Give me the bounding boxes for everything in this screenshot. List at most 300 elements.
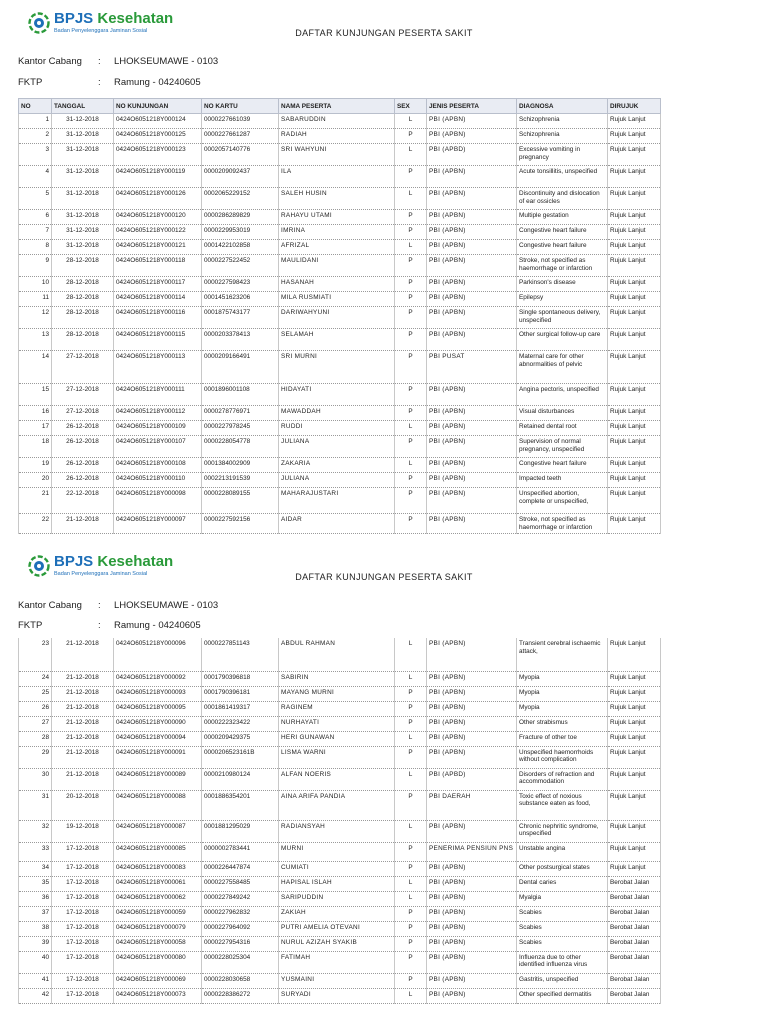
cell-diagnosa: Unspecified haemorrhoids without complication [517, 746, 608, 768]
cell-sex: P [395, 842, 427, 861]
table-row [19, 686, 661, 701]
cell-sex: P [395, 329, 427, 351]
cell-diagnosa: Congestive heart failure [517, 240, 608, 255]
cell-nama-peserta: FATIMAH [279, 951, 395, 973]
table-row [19, 144, 661, 166]
column-header-no: NO [19, 99, 52, 114]
cell-jenis-peserta: PBI (APBN) [427, 731, 517, 746]
logo-subtitle: Badan Penyelenggara Jaminan Sosial [54, 28, 148, 34]
cell-diagnosa: Fracture of other toe [517, 731, 608, 746]
cell-sex: P [395, 514, 427, 534]
report-page-2 [0, 548, 768, 1024]
cell-sex: P [395, 906, 427, 921]
cell-no-kartu: 0000227964092 [202, 921, 279, 936]
cell-jenis-peserta: PBI (APBN) [427, 671, 517, 686]
cell-no-kartu: 0000278776971 [202, 406, 279, 421]
cell-tanggal: 27-12-2018 [52, 406, 114, 421]
cell-tanggal: 21-12-2018 [52, 638, 114, 671]
cell-diagnosa: Myopia [517, 701, 608, 716]
cell-nama-peserta: HIDAYATI [279, 384, 395, 406]
cell-no-kartu: 0000228054778 [202, 436, 279, 458]
cell-no: 1 [19, 114, 52, 129]
cell-dirujuk: Berobat Jalan [608, 988, 661, 1003]
cell-diagnosa: Myopia [517, 686, 608, 701]
cell-dirujuk: Rujuk Lanjut [608, 458, 661, 473]
cell-jenis-peserta: PBI (APBN) [427, 421, 517, 436]
cell-diagnosa: Multiple gestation [517, 210, 608, 225]
table-body [19, 114, 661, 534]
cell-jenis-peserta: PBI DAERAH [427, 790, 517, 820]
cell-tanggal: 21-12-2018 [52, 701, 114, 716]
cell-nama-peserta: MAULIDANI [279, 255, 395, 277]
cell-no: 17 [19, 421, 52, 436]
logo-wordmark: BPJS Kesehatan [54, 10, 174, 27]
cell-sex: L [395, 876, 427, 891]
cell-diagnosa: Toxic effect of noxious substance eaten as food, [517, 790, 608, 820]
fktp-row: FKTP : Ramung - 04240605 [18, 620, 201, 631]
cell-jenis-peserta: PBI (APBD) [427, 144, 517, 166]
cell-no-kartu: 0000228089155 [202, 488, 279, 514]
cell-tanggal: 26-12-2018 [52, 473, 114, 488]
cell-sex: P [395, 129, 427, 144]
cell-nama-peserta: RAHAYU UTAMI [279, 210, 395, 225]
cell-sex: P [395, 307, 427, 329]
column-header-no-kartu: NO KARTU [202, 99, 279, 114]
cell-no-kartu: 0000222323422 [202, 716, 279, 731]
table-row [19, 406, 661, 421]
cell-no-kunjungan: 0424O6051218Y000062 [114, 891, 202, 906]
cell-no-kartu: 0000227558485 [202, 876, 279, 891]
cell-no-kunjungan: 0424O6051218Y000119 [114, 166, 202, 188]
cell-no: 7 [19, 225, 52, 240]
column-header-jenis-peserta: JENIS PESERTA [427, 99, 517, 114]
cell-no-kartu: 0000209092437 [202, 166, 279, 188]
cell-sex: L [395, 988, 427, 1003]
cell-no-kartu: 0001451623206 [202, 292, 279, 307]
cell-nama-peserta: NURHAYATI [279, 716, 395, 731]
cell-no-kartu: 0002057140776 [202, 144, 279, 166]
cell-diagnosa: Disorders of refraction and accommodation [517, 768, 608, 790]
cell-no-kunjungan: 0424O6051218Y000114 [114, 292, 202, 307]
cell-diagnosa: Visual disturbances [517, 406, 608, 421]
cell-sex: L [395, 421, 427, 436]
cell-no-kartu: 0000227661039 [202, 114, 279, 129]
cell-no-kartu: 0000227849242 [202, 891, 279, 906]
table-row [19, 936, 661, 951]
cell-dirujuk: Rujuk Lanjut [608, 638, 661, 671]
cell-no-kunjungan: 0424O6051218Y000069 [114, 973, 202, 988]
cell-sex: L [395, 820, 427, 842]
table-row [19, 842, 661, 861]
cell-nama-peserta: ABDUL RAHMAN [279, 638, 395, 671]
cell-dirujuk: Berobat Jalan [608, 876, 661, 891]
cell-no-kartu: 0001875743177 [202, 307, 279, 329]
table-row [19, 790, 661, 820]
cell-no-kartu: 0000227962832 [202, 906, 279, 921]
cell-tanggal: 17-12-2018 [52, 921, 114, 936]
cell-no: 9 [19, 255, 52, 277]
cell-jenis-peserta: PBI (APBN) [427, 114, 517, 129]
column-header-diagnosa: DIAGNOSA [517, 99, 608, 114]
cell-jenis-peserta: PBI (APBN) [427, 951, 517, 973]
column-header-dirujuk: DIRUJUK [608, 99, 661, 114]
cell-no: 39 [19, 936, 52, 951]
table-row [19, 351, 661, 384]
cell-jenis-peserta: PBI (APBN) [427, 488, 517, 514]
cell-dirujuk: Rujuk Lanjut [608, 114, 661, 129]
cell-diagnosa: Maternal care for other abnormalities of pelvic [517, 351, 608, 384]
table-row [19, 329, 661, 351]
cell-no-kunjungan: 0424O6051218Y000122 [114, 225, 202, 240]
cell-no-kartu: 0000227522452 [202, 255, 279, 277]
cell-diagnosa: Supervision of normal pregnancy, unspecified [517, 436, 608, 458]
cell-dirujuk: Rujuk Lanjut [608, 277, 661, 292]
cell-diagnosa: Scabies [517, 921, 608, 936]
cell-sex: P [395, 225, 427, 240]
cell-nama-peserta: MAHARAJUSTARI [279, 488, 395, 514]
cell-diagnosa: Other surgical follow-up care [517, 329, 608, 351]
table-row [19, 514, 661, 534]
cell-tanggal: 31-12-2018 [52, 114, 114, 129]
cell-no-kunjungan: 0424O6051218Y000124 [114, 114, 202, 129]
cell-no-kunjungan: 0424O6051218Y000111 [114, 384, 202, 406]
cell-tanggal: 28-12-2018 [52, 277, 114, 292]
table-row [19, 906, 661, 921]
cell-no-kartu: 0000002783441 [202, 842, 279, 861]
cell-dirujuk: Rujuk Lanjut [608, 488, 661, 514]
cell-diagnosa: Stroke, not specified as haemorrhage or infarction [517, 514, 608, 534]
cell-jenis-peserta: PENERIMA PENSIUN PNS [427, 842, 517, 861]
cell-dirujuk: Rujuk Lanjut [608, 701, 661, 716]
cell-dirujuk: Rujuk Lanjut [608, 842, 661, 861]
cell-tanggal: 31-12-2018 [52, 210, 114, 225]
cell-dirujuk: Rujuk Lanjut [608, 861, 661, 876]
cell-no-kartu: 0000227851143 [202, 638, 279, 671]
cell-no: 22 [19, 514, 52, 534]
cell-dirujuk: Berobat Jalan [608, 973, 661, 988]
cell-tanggal: 27-12-2018 [52, 351, 114, 384]
cell-nama-peserta: HAPISAL ISLAH [279, 876, 395, 891]
cell-no-kunjungan: 0424O6051218Y000108 [114, 458, 202, 473]
cell-nama-peserta: ALFAN NOERIS [279, 768, 395, 790]
cell-dirujuk: Berobat Jalan [608, 906, 661, 921]
cell-jenis-peserta: PBI (APBN) [427, 458, 517, 473]
cell-no-kunjungan: 0424O6051218Y000126 [114, 188, 202, 210]
cell-jenis-peserta: PBI (APBN) [427, 307, 517, 329]
cell-diagnosa: Unspecified abortion, complete or unspecified, [517, 488, 608, 514]
cell-diagnosa: Stroke, not specified as haemorrhage or infarction [517, 255, 608, 277]
cell-no: 35 [19, 876, 52, 891]
cell-dirujuk: Berobat Jalan [608, 936, 661, 951]
cell-sex: L [395, 240, 427, 255]
table-row [19, 973, 661, 988]
cell-tanggal: 21-12-2018 [52, 746, 114, 768]
cell-no-kunjungan: 0424O6051218Y000113 [114, 351, 202, 384]
table-row [19, 731, 661, 746]
cell-sex: L [395, 188, 427, 210]
cell-jenis-peserta: PBI (APBN) [427, 329, 517, 351]
table-row [19, 716, 661, 731]
cell-no: 38 [19, 921, 52, 936]
cell-tanggal: 31-12-2018 [52, 129, 114, 144]
cell-no-kunjungan: 0424O6051218Y000058 [114, 936, 202, 951]
visits-table-continued [18, 638, 661, 1004]
cell-nama-peserta: MILA RUSMIATI [279, 292, 395, 307]
cell-dirujuk: Rujuk Lanjut [608, 210, 661, 225]
cell-diagnosa: Other strabismus [517, 716, 608, 731]
cell-nama-peserta: MURNI [279, 842, 395, 861]
cell-jenis-peserta: PBI (APBN) [427, 686, 517, 701]
cell-no-kunjungan: 0424O6051218Y000088 [114, 790, 202, 820]
cell-tanggal: 28-12-2018 [52, 255, 114, 277]
cell-dirujuk: Rujuk Lanjut [608, 716, 661, 731]
cell-no-kunjungan: 0424O6051218Y000095 [114, 701, 202, 716]
cell-sex: P [395, 701, 427, 716]
cell-jenis-peserta: PBI (APBN) [427, 292, 517, 307]
cell-tanggal: 31-12-2018 [52, 240, 114, 255]
cell-diagnosa: Single spontaneous delivery, unspecified [517, 307, 608, 329]
table-header [19, 99, 661, 114]
column-header-nama-peserta: NAMA PESERTA [279, 99, 395, 114]
cell-no-kunjungan: 0424O6051218Y000093 [114, 686, 202, 701]
cell-no-kartu: 0000227598423 [202, 277, 279, 292]
cell-diagnosa: Unstable angina [517, 842, 608, 861]
table-row [19, 384, 661, 406]
cell-no-kunjungan: 0424O6051218Y000098 [114, 488, 202, 514]
cell-jenis-peserta: PBI (APBN) [427, 384, 517, 406]
cell-no-kunjungan: 0424O6051218Y000094 [114, 731, 202, 746]
cell-diagnosa: Acute tonsillitis, unspecified [517, 166, 608, 188]
cell-no-kunjungan: 0424O6051218Y000107 [114, 436, 202, 458]
cell-no: 3 [19, 144, 52, 166]
cell-no-kunjungan: 0424O6051218Y000087 [114, 820, 202, 842]
cell-no-kartu: 0000228030658 [202, 973, 279, 988]
table-row [19, 746, 661, 768]
cell-diagnosa: Myalgia [517, 891, 608, 906]
cell-nama-peserta: RUDDI [279, 421, 395, 436]
cell-no-kunjungan: 0424O6051218Y000121 [114, 240, 202, 255]
cell-jenis-peserta: PBI (APBN) [427, 716, 517, 731]
cell-no-kunjungan: 0424O6051218Y000110 [114, 473, 202, 488]
table-row [19, 210, 661, 225]
table-row [19, 488, 661, 514]
cell-no-kunjungan: 0424O6051218Y000115 [114, 329, 202, 351]
table-row [19, 473, 661, 488]
cell-no-kartu: 0001422102858 [202, 240, 279, 255]
cell-no-kunjungan: 0424O6051218Y000097 [114, 514, 202, 534]
cell-dirujuk: Rujuk Lanjut [608, 351, 661, 384]
cell-tanggal: 26-12-2018 [52, 436, 114, 458]
cell-nama-peserta: SRI MURNI [279, 351, 395, 384]
cell-nama-peserta: ZAKIAH [279, 906, 395, 921]
cell-no-kartu: 0002213191539 [202, 473, 279, 488]
cell-diagnosa: Dental caries [517, 876, 608, 891]
cell-jenis-peserta: PBI (APBN) [427, 255, 517, 277]
cell-nama-peserta: NURUL AZIZAH SYAKIB [279, 936, 395, 951]
cell-no: 32 [19, 820, 52, 842]
table-row [19, 458, 661, 473]
cell-dirujuk: Rujuk Lanjut [608, 686, 661, 701]
cell-no: 6 [19, 210, 52, 225]
cell-dirujuk: Rujuk Lanjut [608, 473, 661, 488]
cell-nama-peserta: SABARUDDIN [279, 114, 395, 129]
cell-nama-peserta: SABIRIN [279, 671, 395, 686]
cell-sex: P [395, 436, 427, 458]
cell-dirujuk: Rujuk Lanjut [608, 671, 661, 686]
cell-jenis-peserta: PBI (APBN) [427, 406, 517, 421]
table-row [19, 701, 661, 716]
cell-jenis-peserta: PBI (APBN) [427, 188, 517, 210]
cell-nama-peserta: DARIWAHYUNI [279, 307, 395, 329]
cell-jenis-peserta: PBI PUSAT [427, 351, 517, 384]
cell-nama-peserta: ILA [279, 166, 395, 188]
cell-jenis-peserta: PBI (APBN) [427, 129, 517, 144]
table-row [19, 114, 661, 129]
cell-no-kartu: 0000228386272 [202, 988, 279, 1003]
cell-tanggal: 21-12-2018 [52, 731, 114, 746]
cell-diagnosa: Retained dental root [517, 421, 608, 436]
cell-sex: P [395, 351, 427, 384]
cell-dirujuk: Rujuk Lanjut [608, 384, 661, 406]
cell-jenis-peserta: PBI (APBN) [427, 638, 517, 671]
cell-dirujuk: Berobat Jalan [608, 951, 661, 973]
cell-nama-peserta: CUMIATI [279, 861, 395, 876]
cell-no: 28 [19, 731, 52, 746]
cell-nama-peserta: JULIANA [279, 473, 395, 488]
cell-sex: P [395, 973, 427, 988]
cell-dirujuk: Rujuk Lanjut [608, 768, 661, 790]
cell-tanggal: 27-12-2018 [52, 384, 114, 406]
cell-no: 37 [19, 906, 52, 921]
cell-dirujuk: Rujuk Lanjut [608, 746, 661, 768]
cell-nama-peserta: SALEH HUSIN [279, 188, 395, 210]
cell-tanggal: 31-12-2018 [52, 188, 114, 210]
cell-no: 5 [19, 188, 52, 210]
cell-nama-peserta: JULIANA [279, 436, 395, 458]
kantor-cabang-row: Kantor Cabang : LHOKSEUMAWE - 0103 [18, 56, 219, 67]
cell-diagnosa: Congestive heart failure [517, 458, 608, 473]
cell-no: 20 [19, 473, 52, 488]
cell-nama-peserta: HASANAH [279, 277, 395, 292]
cell-sex: L [395, 891, 427, 906]
table-row [19, 240, 661, 255]
cell-no: 12 [19, 307, 52, 329]
table-row [19, 671, 661, 686]
cell-sex: L [395, 144, 427, 166]
table-row [19, 876, 661, 891]
cell-no: 34 [19, 861, 52, 876]
cell-sex: P [395, 951, 427, 973]
cell-sex: L [395, 671, 427, 686]
cell-no: 27 [19, 716, 52, 731]
cell-sex: P [395, 921, 427, 936]
table-row [19, 277, 661, 292]
cell-no: 16 [19, 406, 52, 421]
cell-tanggal: 28-12-2018 [52, 292, 114, 307]
cell-tanggal: 17-12-2018 [52, 891, 114, 906]
cell-tanggal: 17-12-2018 [52, 876, 114, 891]
cell-nama-peserta: AIDAR [279, 514, 395, 534]
cell-no: 13 [19, 329, 52, 351]
cell-sex: P [395, 255, 427, 277]
cell-nama-peserta: LISMA WARNI [279, 746, 395, 768]
cell-nama-peserta: HERI GUNAWAN [279, 731, 395, 746]
cell-sex: P [395, 790, 427, 820]
cell-no: 4 [19, 166, 52, 188]
fktp-row: FKTP : Ramung - 04240605 [18, 77, 201, 88]
cell-nama-peserta: IMRINA [279, 225, 395, 240]
table-row [19, 436, 661, 458]
cell-jenis-peserta: PBI (APBD) [427, 768, 517, 790]
cell-nama-peserta: PUTRI AMELIA OTEVANI [279, 921, 395, 936]
cell-jenis-peserta: PBI (APBN) [427, 166, 517, 188]
cell-no: 29 [19, 746, 52, 768]
cell-tanggal: 17-12-2018 [52, 951, 114, 973]
cell-dirujuk: Berobat Jalan [608, 921, 661, 936]
table-body [19, 638, 661, 1003]
cell-no-kunjungan: 0424O6051218Y000109 [114, 421, 202, 436]
cell-dirujuk: Rujuk Lanjut [608, 255, 661, 277]
cell-nama-peserta: SARIPUDDIN [279, 891, 395, 906]
cell-nama-peserta: ZAKARIA [279, 458, 395, 473]
cell-nama-peserta: RADIANSYAH [279, 820, 395, 842]
cell-jenis-peserta: PBI (APBN) [427, 473, 517, 488]
cell-sex: L [395, 731, 427, 746]
cell-jenis-peserta: PBI (APBN) [427, 891, 517, 906]
cell-diagnosa: Epilepsy [517, 292, 608, 307]
cell-dirujuk: Rujuk Lanjut [608, 188, 661, 210]
cell-no-kunjungan: 0424O6051218Y000089 [114, 768, 202, 790]
cell-sex: P [395, 861, 427, 876]
cell-jenis-peserta: PBI (APBN) [427, 240, 517, 255]
cell-jenis-peserta: PBI (APBN) [427, 936, 517, 951]
cell-nama-peserta: RADIAH [279, 129, 395, 144]
cell-dirujuk: Rujuk Lanjut [608, 292, 661, 307]
visits-table [18, 98, 661, 534]
cell-no-kunjungan: 0424O6051218Y000085 [114, 842, 202, 861]
table-row [19, 307, 661, 329]
cell-diagnosa: Angina pectoris, unspecified [517, 384, 608, 406]
cell-sex: P [395, 936, 427, 951]
table-row [19, 166, 661, 188]
document-title: DAFTAR KUNJUNGAN PESERTA SAKIT [295, 572, 473, 582]
cell-tanggal: 17-12-2018 [52, 988, 114, 1003]
cell-sex: P [395, 716, 427, 731]
cell-no-kunjungan: 0424O6051218Y000117 [114, 277, 202, 292]
cell-diagnosa: Scabies [517, 906, 608, 921]
cell-diagnosa: Parkinson's disease [517, 277, 608, 292]
cell-diagnosa: Congestive heart failure [517, 225, 608, 240]
cell-sex: P [395, 277, 427, 292]
cell-no-kunjungan: 0424O6051218Y000123 [114, 144, 202, 166]
cell-no: 24 [19, 671, 52, 686]
cell-jenis-peserta: PBI (APBN) [427, 225, 517, 240]
cell-sex: P [395, 686, 427, 701]
cell-jenis-peserta: PBI (APBN) [427, 514, 517, 534]
cell-dirujuk: Berobat Jalan [608, 891, 661, 906]
table-row [19, 188, 661, 210]
table-row [19, 129, 661, 144]
cell-sex: P [395, 292, 427, 307]
cell-nama-peserta: YUSMAINI [279, 973, 395, 988]
column-header-sex: SEX [395, 99, 427, 114]
cell-no-kartu: 0000209429375 [202, 731, 279, 746]
cell-sex: P [395, 473, 427, 488]
cell-no: 26 [19, 701, 52, 716]
cell-no-kunjungan: 0424O6051218Y000061 [114, 876, 202, 891]
cell-nama-peserta: RAGINEM [279, 701, 395, 716]
cell-no-kunjungan: 0424O6051218Y000112 [114, 406, 202, 421]
